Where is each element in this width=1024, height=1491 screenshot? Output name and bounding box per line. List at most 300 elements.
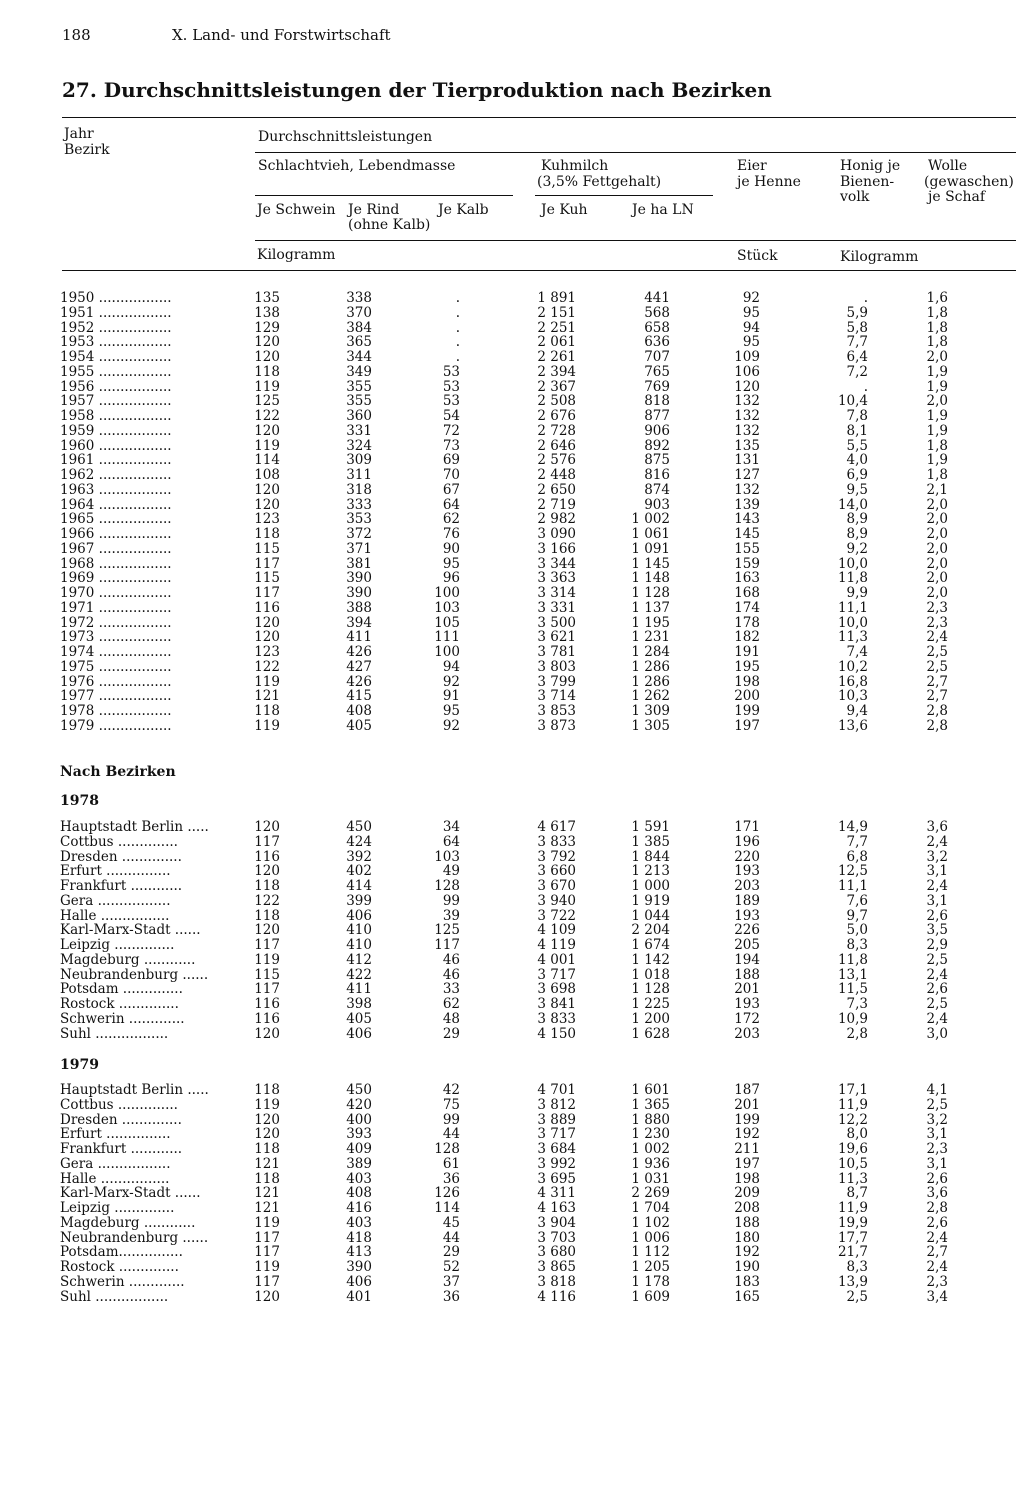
eier-value: 197 <box>734 717 760 734</box>
table-row <box>0 835 1024 850</box>
schwein-header: Je Schwein <box>257 202 336 218</box>
table-row <box>0 394 1024 409</box>
schwein-value: 123 <box>254 511 280 528</box>
row-label: Hauptstadt Berlin ..... <box>60 1082 209 1098</box>
kuh-value: 3 992 <box>537 1155 576 1172</box>
table-row <box>0 1157 1024 1172</box>
honig-value: 13,1 <box>837 966 868 983</box>
schwein-value: 114 <box>254 452 280 469</box>
haln-value: 1 061 <box>631 526 670 542</box>
kuh-value: 2 394 <box>537 363 576 380</box>
table-row <box>0 850 1024 865</box>
wolle-value: 2,4 <box>926 878 948 894</box>
honig-value: 13,6 <box>837 717 868 734</box>
rind-value: 371 <box>346 540 372 557</box>
kuh-value: 3 833 <box>537 1010 576 1027</box>
schwein-value: 121 <box>254 688 280 705</box>
eier-value: 159 <box>734 555 760 572</box>
kalb-value: 46 <box>442 951 460 968</box>
honig-header-2: Bienen- <box>840 174 895 190</box>
table-row <box>0 1245 1024 1260</box>
schwein-value: 120 <box>254 1111 280 1128</box>
honig-value: 6,8 <box>846 848 868 865</box>
eier-value: 178 <box>734 614 760 631</box>
kuh-value: 1 891 <box>537 290 576 306</box>
rind-value: 370 <box>346 304 372 321</box>
table-row <box>0 820 1024 835</box>
schwein-value: 138 <box>254 304 280 321</box>
eier-value: 187 <box>734 1082 760 1098</box>
kuh-value: 2 646 <box>537 437 576 454</box>
kuh-value: 4 311 <box>537 1185 576 1202</box>
haln-value: 1 213 <box>631 863 670 880</box>
row-label: Neubrandenburg ...... <box>60 966 209 983</box>
eier-value: 201 <box>734 981 760 998</box>
row-label: 1968 ................. <box>60 555 172 572</box>
table-row <box>0 350 1024 365</box>
table-row <box>0 953 1024 968</box>
eier-value: 132 <box>734 393 760 410</box>
wolle-header-2: (gewaschen) <box>924 174 1014 190</box>
wolle-value: 2,3 <box>926 1141 948 1157</box>
wolle-value: 2,8 <box>926 703 948 719</box>
honig-value: 11,1 <box>837 878 868 894</box>
wolle-value: 2,4 <box>926 629 948 646</box>
eier-value: 198 <box>734 673 760 690</box>
schwein-value: 118 <box>254 907 280 924</box>
honig-value: 9,9 <box>846 585 868 601</box>
rind-value: 412 <box>346 951 372 968</box>
kuh-value: 3 841 <box>537 996 576 1012</box>
eier-value: 172 <box>734 1010 760 1027</box>
table-row <box>0 616 1024 631</box>
eier-value: 193 <box>734 996 760 1012</box>
wolle-value: 2,5 <box>926 658 948 675</box>
kuh-value: 4 109 <box>537 922 576 939</box>
kalb-value: 48 <box>442 1010 460 1027</box>
kalb-value: 62 <box>442 996 460 1012</box>
row-label: Neubrandenburg ...... <box>60 1229 209 1246</box>
rind-value: 392 <box>346 848 372 865</box>
honig-value: 21,7 <box>837 1244 868 1261</box>
kuh-value: 3 873 <box>537 717 576 734</box>
row-label: 1955 ................. <box>60 363 172 380</box>
honig-value: 13,9 <box>837 1273 868 1290</box>
eier-value: 132 <box>734 481 760 498</box>
kalb-value: 45 <box>442 1214 460 1231</box>
kalb-value: . <box>455 334 460 351</box>
kuh-value: 3 833 <box>537 833 576 850</box>
wolle-value: 4,1 <box>926 1082 948 1098</box>
schwein-value: 115 <box>254 966 280 983</box>
rind-header: Je Rind <box>348 202 400 218</box>
table-row <box>0 1275 1024 1290</box>
honig-value: 10,4 <box>837 393 868 410</box>
kalb-value: 39 <box>442 907 460 924</box>
honig-value: 4,0 <box>846 452 868 469</box>
row-label: 1952 ................. <box>60 319 172 336</box>
haln-value: 875 <box>644 452 670 469</box>
haln-value: 874 <box>644 481 670 498</box>
kalb-value: 70 <box>442 467 460 483</box>
wolle-value: 3,0 <box>926 1025 948 1042</box>
eier-header: Eier <box>737 158 767 174</box>
schwein-value: 120 <box>254 819 280 835</box>
kuh-value: 2 676 <box>537 408 576 424</box>
haln-value: 1 601 <box>631 1082 670 1098</box>
eier-value: 120 <box>734 378 760 395</box>
schwein-value: 117 <box>254 1244 280 1261</box>
schwein-value: 122 <box>254 658 280 675</box>
kuh-value: 3 714 <box>537 688 576 705</box>
header-bottom-rule <box>62 270 1016 271</box>
row-label: Potsdam............... <box>60 1244 183 1261</box>
honig-value: 7,2 <box>846 363 868 380</box>
kuh-value: 3 363 <box>537 570 576 587</box>
row-label: Erfurt ............... <box>60 1126 171 1143</box>
rind-value: 338 <box>346 290 372 306</box>
schwein-value: 118 <box>254 878 280 894</box>
eier-value: 174 <box>734 599 760 616</box>
chapter-title: X. Land- und Forstwirtschaft <box>172 26 391 44</box>
kalb-value: 99 <box>442 1111 460 1128</box>
schwein-value: 119 <box>254 1259 280 1275</box>
kalb-value: 33 <box>442 981 460 998</box>
row-label: 1962 ................. <box>60 467 172 483</box>
haln-value: 441 <box>644 290 670 306</box>
honig-value: 8,9 <box>846 526 868 542</box>
schwein-value: 116 <box>254 996 280 1012</box>
rind-value: 309 <box>346 452 372 469</box>
unit-stueck: Stück <box>737 248 778 264</box>
kalb-header: Je Kalb <box>438 202 489 218</box>
rind-value: 331 <box>346 422 372 439</box>
stub-bezirk: Bezirk <box>64 142 110 158</box>
honig-value: 14,0 <box>837 496 868 513</box>
table-row <box>0 424 1024 439</box>
schwein-value: 120 <box>254 481 280 498</box>
kuh-value: 4 001 <box>537 951 576 968</box>
row-label: 1958 ................. <box>60 408 172 424</box>
schwein-value: 117 <box>254 1229 280 1246</box>
haln-value: 1 609 <box>631 1288 670 1305</box>
eier-value: 106 <box>734 363 760 380</box>
eier-value: 95 <box>742 304 760 321</box>
kalb-value: 125 <box>434 922 460 939</box>
kalb-value: 91 <box>442 688 460 705</box>
kuh-value: 2 508 <box>537 393 576 410</box>
wolle-value: 2,4 <box>926 966 948 983</box>
kalb-value: 126 <box>434 1185 460 1202</box>
haln-value: 1 018 <box>631 966 670 983</box>
wolle-value: 2,6 <box>926 981 948 998</box>
rind-value: 410 <box>346 937 372 953</box>
haln-value: 1 002 <box>631 511 670 528</box>
years-table-body <box>0 291 1024 734</box>
haln-value: 1 628 <box>631 1025 670 1042</box>
table-row <box>0 1260 1024 1275</box>
schwein-value: 122 <box>254 408 280 424</box>
wolle-value: 2,0 <box>926 393 948 410</box>
eier-value: 190 <box>734 1259 760 1275</box>
unit-rule <box>255 240 1016 241</box>
kuh-value: 3 803 <box>537 658 576 675</box>
schwein-value: 117 <box>254 981 280 998</box>
row-label: Cottbus .............. <box>60 1096 178 1113</box>
row-label: 1961 ................. <box>60 452 172 469</box>
kuhmilch-fat: (3,5% Fettgehalt) <box>537 174 662 190</box>
haln-value: 1 128 <box>631 585 670 601</box>
haln-header: Je ha LN <box>632 202 694 218</box>
table-title: 27. Durchschnittsleistungen der Tierproduktion nach Bezirken <box>62 78 772 102</box>
honig-value: 10,2 <box>837 658 868 675</box>
haln-value: 1 880 <box>631 1111 670 1128</box>
kuh-value: 3 660 <box>537 863 576 880</box>
rind-value: 393 <box>346 1126 372 1143</box>
haln-value: 1 195 <box>631 614 670 631</box>
wolle-value: 2,5 <box>926 1096 948 1113</box>
rind-value: 400 <box>346 1111 372 1128</box>
kalb-value: 117 <box>434 937 460 953</box>
honig-value: 12,2 <box>837 1111 868 1128</box>
honig-value: 7,6 <box>846 892 868 909</box>
kalb-value: 62 <box>442 511 460 528</box>
haln-value: 1 309 <box>631 703 670 719</box>
rind-value: 413 <box>346 1244 372 1261</box>
schlachtvieh-rule <box>255 195 513 196</box>
wolle-value: 1,9 <box>926 378 948 395</box>
row-label: Cottbus .............. <box>60 833 178 850</box>
rind-value: 406 <box>346 907 372 924</box>
schwein-value: 120 <box>254 863 280 880</box>
eier-value: 132 <box>734 422 760 439</box>
kalb-value: . <box>455 349 460 365</box>
bezirke-1978-body <box>0 820 1024 1041</box>
schwein-value: 123 <box>254 644 280 660</box>
haln-value: 903 <box>644 496 670 513</box>
kuh-value: 3 344 <box>537 555 576 572</box>
honig-value: 5,8 <box>846 319 868 336</box>
schwein-value: 121 <box>254 1185 280 1202</box>
eier-value: 192 <box>734 1244 760 1261</box>
unit-kilogramm: Kilogramm <box>257 247 336 263</box>
rind-value: 394 <box>346 614 372 631</box>
table-row <box>0 1027 1024 1042</box>
eier-value: 127 <box>734 467 760 483</box>
rind-value: 355 <box>346 393 372 410</box>
haln-value: 1 385 <box>631 833 670 850</box>
rind-value: 410 <box>346 922 372 939</box>
eier-value: 220 <box>734 848 760 865</box>
wolle-value: 1,8 <box>926 319 948 336</box>
honig-value: 9,2 <box>846 540 868 557</box>
honig-value: 10,3 <box>837 688 868 705</box>
stub-jahr: Jahr <box>64 126 94 142</box>
kuh-value: 4 701 <box>537 1082 576 1098</box>
table-row <box>0 923 1024 938</box>
eier-value: 196 <box>734 833 760 850</box>
wolle-value: 2,0 <box>926 555 948 572</box>
honig-value: 5,5 <box>846 437 868 454</box>
row-label: 1964 ................. <box>60 496 172 513</box>
eier-value: 226 <box>734 922 760 939</box>
table-row <box>0 864 1024 879</box>
row-label: Potsdam .............. <box>60 981 183 998</box>
eier-value: 135 <box>734 437 760 454</box>
wolle-value: 2,5 <box>926 996 948 1012</box>
row-label: Hauptstadt Berlin ..... <box>60 819 209 835</box>
rind-value: 406 <box>346 1273 372 1290</box>
eier-value: 188 <box>734 1214 760 1231</box>
row-label: Gera ................. <box>60 1155 171 1172</box>
table-row <box>0 1113 1024 1128</box>
haln-value: 1 919 <box>631 892 670 909</box>
kalb-value: 46 <box>442 966 460 983</box>
kalb-value: 49 <box>442 863 460 880</box>
kuh-value: 3 904 <box>537 1214 576 1231</box>
wolle-value: 2,4 <box>926 1259 948 1275</box>
kalb-value: 72 <box>442 422 460 439</box>
honig-value: 5,0 <box>846 922 868 939</box>
kuh-value: 3 717 <box>537 966 576 983</box>
row-label: 1975 ................. <box>60 658 172 675</box>
schwein-value: 122 <box>254 892 280 909</box>
row-label: 1957 ................. <box>60 393 172 410</box>
eier-unit-header: je Henne <box>737 174 801 190</box>
kuh-value: 3 853 <box>537 703 576 719</box>
eier-value: 168 <box>734 585 760 601</box>
honig-value: 11,8 <box>837 951 868 968</box>
rind-value: 390 <box>346 585 372 601</box>
kuh-value: 3 684 <box>537 1141 576 1157</box>
haln-value: 1 200 <box>631 1010 670 1027</box>
schwein-value: 117 <box>254 585 280 601</box>
eier-value: 199 <box>734 1111 760 1128</box>
haln-value: 1 231 <box>631 629 670 646</box>
honig-value: 5,9 <box>846 304 868 321</box>
eier-value: 132 <box>734 408 760 424</box>
honig-value: 7,4 <box>846 644 868 660</box>
rind-value: 365 <box>346 334 372 351</box>
table-row <box>0 660 1024 675</box>
schwein-value: 120 <box>254 614 280 631</box>
wolle-value: 3,1 <box>926 1155 948 1172</box>
row-label: Magdeburg ............ <box>60 951 196 968</box>
schwein-value: 120 <box>254 1288 280 1305</box>
eier-value: 94 <box>742 319 760 336</box>
haln-value: 816 <box>644 467 670 483</box>
honig-value: 8,7 <box>846 1185 868 1202</box>
schwein-value: 119 <box>254 951 280 968</box>
kuh-value: 3 818 <box>537 1273 576 1290</box>
table-row <box>0 938 1024 953</box>
table-row <box>0 1172 1024 1187</box>
schwein-value: 121 <box>254 1155 280 1172</box>
kuhmilch-rule <box>535 195 713 196</box>
kalb-value: 75 <box>442 1096 460 1113</box>
wolle-value: 1,9 <box>926 422 948 439</box>
row-label: 1954 ................. <box>60 349 172 365</box>
rind-value: 353 <box>346 511 372 528</box>
schwein-value: 116 <box>254 599 280 616</box>
table-row <box>0 335 1024 350</box>
haln-value: 1 674 <box>631 937 670 953</box>
haln-value: 1 178 <box>631 1273 670 1290</box>
honig-value: 9,4 <box>846 703 868 719</box>
row-label: 1967 ................. <box>60 540 172 557</box>
honig-value: 7,7 <box>846 833 868 850</box>
eier-value: 155 <box>734 540 760 557</box>
row-label: Dresden .............. <box>60 848 182 865</box>
table-row <box>0 380 1024 395</box>
table-row <box>0 439 1024 454</box>
row-label: Rostock .............. <box>60 996 179 1012</box>
kuh-value: 3 703 <box>537 1229 576 1246</box>
eier-value: 191 <box>734 644 760 660</box>
kuh-value: 3 865 <box>537 1259 576 1275</box>
header-top-rule <box>62 117 1016 118</box>
honig-value: 17,7 <box>837 1229 868 1246</box>
table-row <box>0 498 1024 513</box>
rind-value: 344 <box>346 349 372 365</box>
wolle-value: 2,7 <box>926 673 948 690</box>
kalb-value: 92 <box>442 673 460 690</box>
honig-value: 2,5 <box>846 1288 868 1305</box>
row-label: Suhl ................. <box>60 1288 169 1305</box>
kalb-value: 103 <box>434 848 460 865</box>
kalb-value: . <box>455 290 460 306</box>
schwein-value: 125 <box>254 393 280 410</box>
honig-value: 8,0 <box>846 1126 868 1143</box>
rind-value: 311 <box>346 467 372 483</box>
eier-value: 165 <box>734 1288 760 1305</box>
row-label: 1976 ................. <box>60 673 172 690</box>
schwein-value: 120 <box>254 334 280 351</box>
schwein-value: 116 <box>254 1010 280 1027</box>
row-label: Karl-Marx-Stadt ...... <box>60 1185 201 1202</box>
eier-value: 197 <box>734 1155 760 1172</box>
honig-value: 19,6 <box>837 1141 868 1157</box>
year-1978-heading: 1978 <box>60 793 99 809</box>
rind-value: 389 <box>346 1155 372 1172</box>
eier-value: 195 <box>734 658 760 675</box>
eier-value: 180 <box>734 1229 760 1246</box>
haln-value: 658 <box>644 319 670 336</box>
honig-value: 8,3 <box>846 1259 868 1275</box>
section-nach-bezirken: Nach Bezirken <box>60 764 176 780</box>
page-number: 188 <box>62 26 91 44</box>
eier-value: 203 <box>734 1025 760 1042</box>
row-label: Halle ................ <box>60 1170 170 1187</box>
haln-value: 1 844 <box>631 848 670 865</box>
haln-value: 568 <box>644 304 670 321</box>
row-label: 1971 ................. <box>60 599 172 616</box>
rind-value: 406 <box>346 1025 372 1042</box>
wolle-value: 2,6 <box>926 1170 948 1187</box>
kalb-value: 29 <box>442 1025 460 1042</box>
kuh-value: 4 150 <box>537 1025 576 1042</box>
eier-value: 209 <box>734 1185 760 1202</box>
row-label: 1965 ................. <box>60 511 172 528</box>
schwein-value: 119 <box>254 673 280 690</box>
wolle-value: 2,5 <box>926 951 948 968</box>
table-row <box>0 483 1024 498</box>
eier-value: 143 <box>734 511 760 528</box>
kuh-value: 2 576 <box>537 452 576 469</box>
rind-value: 416 <box>346 1200 372 1216</box>
table-row <box>0 719 1024 734</box>
eier-value: 199 <box>734 703 760 719</box>
